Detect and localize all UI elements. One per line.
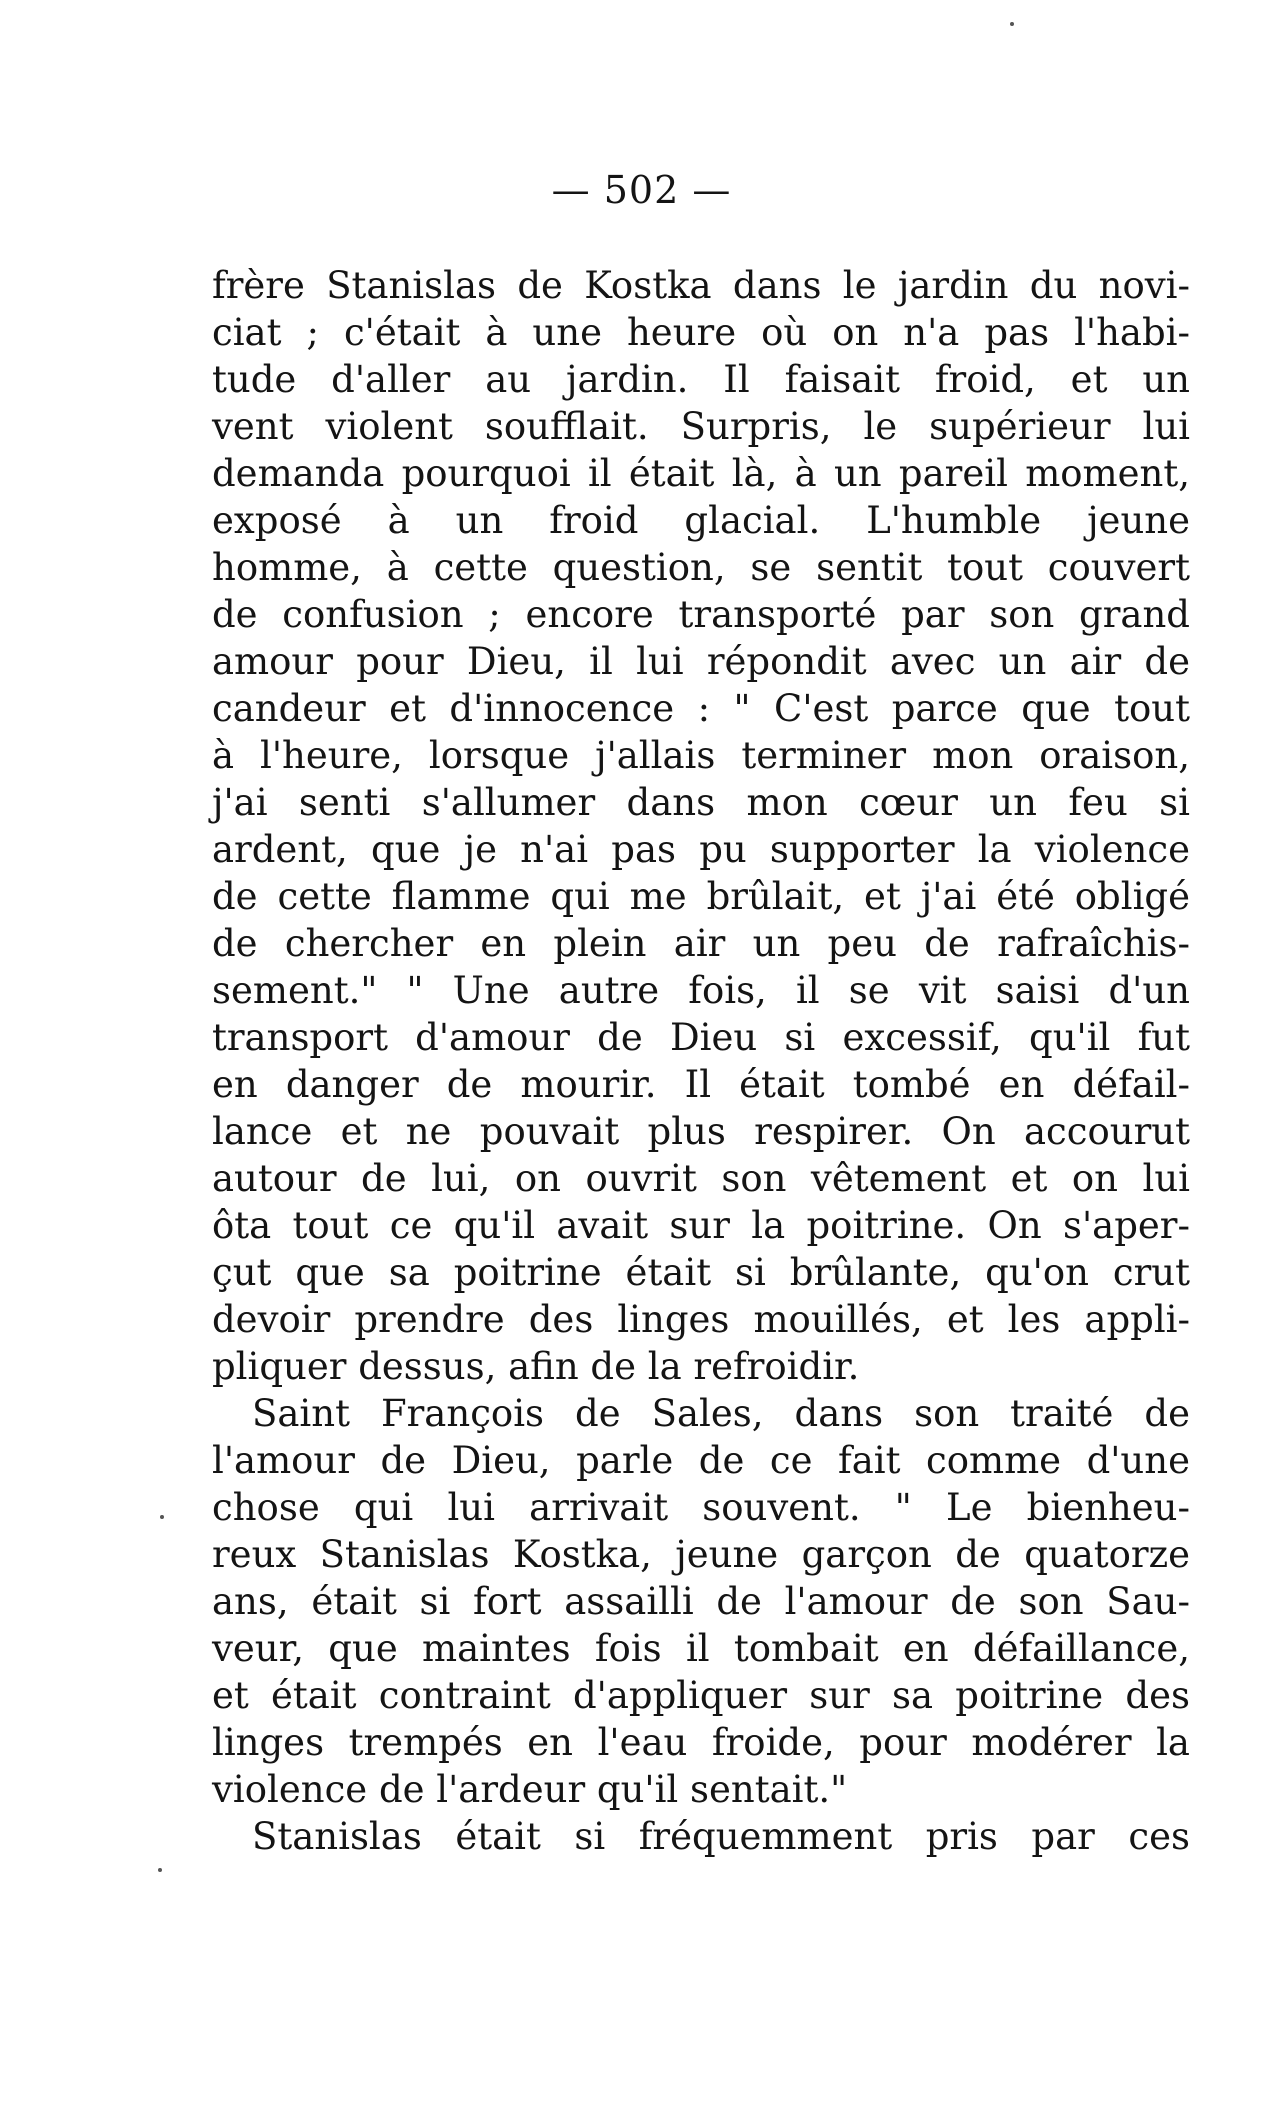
text-line: Stanislas était si fréquemment pris par ces: [252, 1815, 1190, 1858]
text-line: veur, que maintes fois il tombait en défaillance,: [212, 1627, 1190, 1670]
page-number: — 502 —: [551, 168, 732, 212]
text-line: candeur et d'innocence : " C'est parce que tout: [212, 687, 1190, 730]
text-line: l'amour de Dieu, parle de ce fait comme d'une: [212, 1439, 1190, 1482]
text-line: Saint François de Sales, dans son traité de: [252, 1392, 1190, 1435]
text-line: amour pour Dieu, il lui répondit avec un air de: [212, 640, 1190, 683]
text-line: exposé à un froid glacial. L'humble jeune: [212, 499, 1190, 542]
text-line: linges trempés en l'eau froide, pour modérer la: [212, 1721, 1190, 1764]
text-line: pliquer dessus, afin de la refroidir.: [212, 1345, 860, 1388]
text-line: ciat ; c'était à une heure où on n'a pas l'habi-: [212, 311, 1190, 354]
text-line: tude d'aller au jardin. Il faisait froid, et un: [212, 358, 1190, 401]
text-line: chose qui lui arrivait souvent. " Le bienheu-: [212, 1486, 1190, 1529]
text-line: en danger de mourir. Il était tombé en défail-: [212, 1063, 1190, 1106]
text-line: sement." " Une autre fois, il se vit saisi d'un: [212, 969, 1190, 1012]
text-line: de cette flamme qui me brûlait, et j'ai été obligé: [212, 875, 1190, 918]
text-line: violence de l'ardeur qu'il sentait.": [212, 1768, 848, 1811]
print-speck: [158, 1868, 162, 1872]
text-line: demanda pourquoi il était là, à un pareil moment,: [212, 452, 1190, 495]
text-line: ôta tout ce qu'il avait sur la poitrine. On s'aper-: [212, 1204, 1190, 1247]
text-line: çut que sa poitrine était si brûlante, qu'on crut: [212, 1251, 1190, 1294]
text-line: et était contraint d'appliquer sur sa poitrine des: [212, 1674, 1190, 1717]
text-line: devoir prendre des linges mouillés, et les appli-: [212, 1298, 1190, 1341]
print-speck: [1010, 22, 1014, 26]
text-line: j'ai senti s'allumer dans mon cœur un feu si: [212, 781, 1190, 824]
text-line: transport d'amour de Dieu si excessif, qu'il fut: [212, 1016, 1190, 1059]
body-text: [212, 262, 1190, 1860]
text-line: reux Stanislas Kostka, jeune garçon de quatorze: [212, 1533, 1190, 1576]
text-line: lance et ne pouvait plus respirer. On accourut: [212, 1110, 1190, 1153]
text-line: de confusion ; encore transporté par son grand: [212, 593, 1190, 636]
print-speck: [160, 1515, 164, 1519]
text-line: vent violent soufflait. Surpris, le supérieur lui: [212, 405, 1190, 448]
text-line: ardent, que je n'ai pas pu supporter la violence: [212, 828, 1190, 871]
text-line: autour de lui, on ouvrit son vêtement et on lui: [212, 1157, 1190, 1200]
text-line: ans, était si fort assailli de l'amour de son Sau-: [212, 1580, 1190, 1623]
text-line: à l'heure, lorsque j'allais terminer mon oraison,: [212, 734, 1190, 777]
text-line: homme, à cette question, se sentit tout couvert: [212, 546, 1190, 589]
text-line: de chercher en plein air un peu de rafraîchis-: [212, 922, 1190, 965]
text-line: frère Stanislas de Kostka dans le jardin du novi-: [212, 264, 1190, 307]
